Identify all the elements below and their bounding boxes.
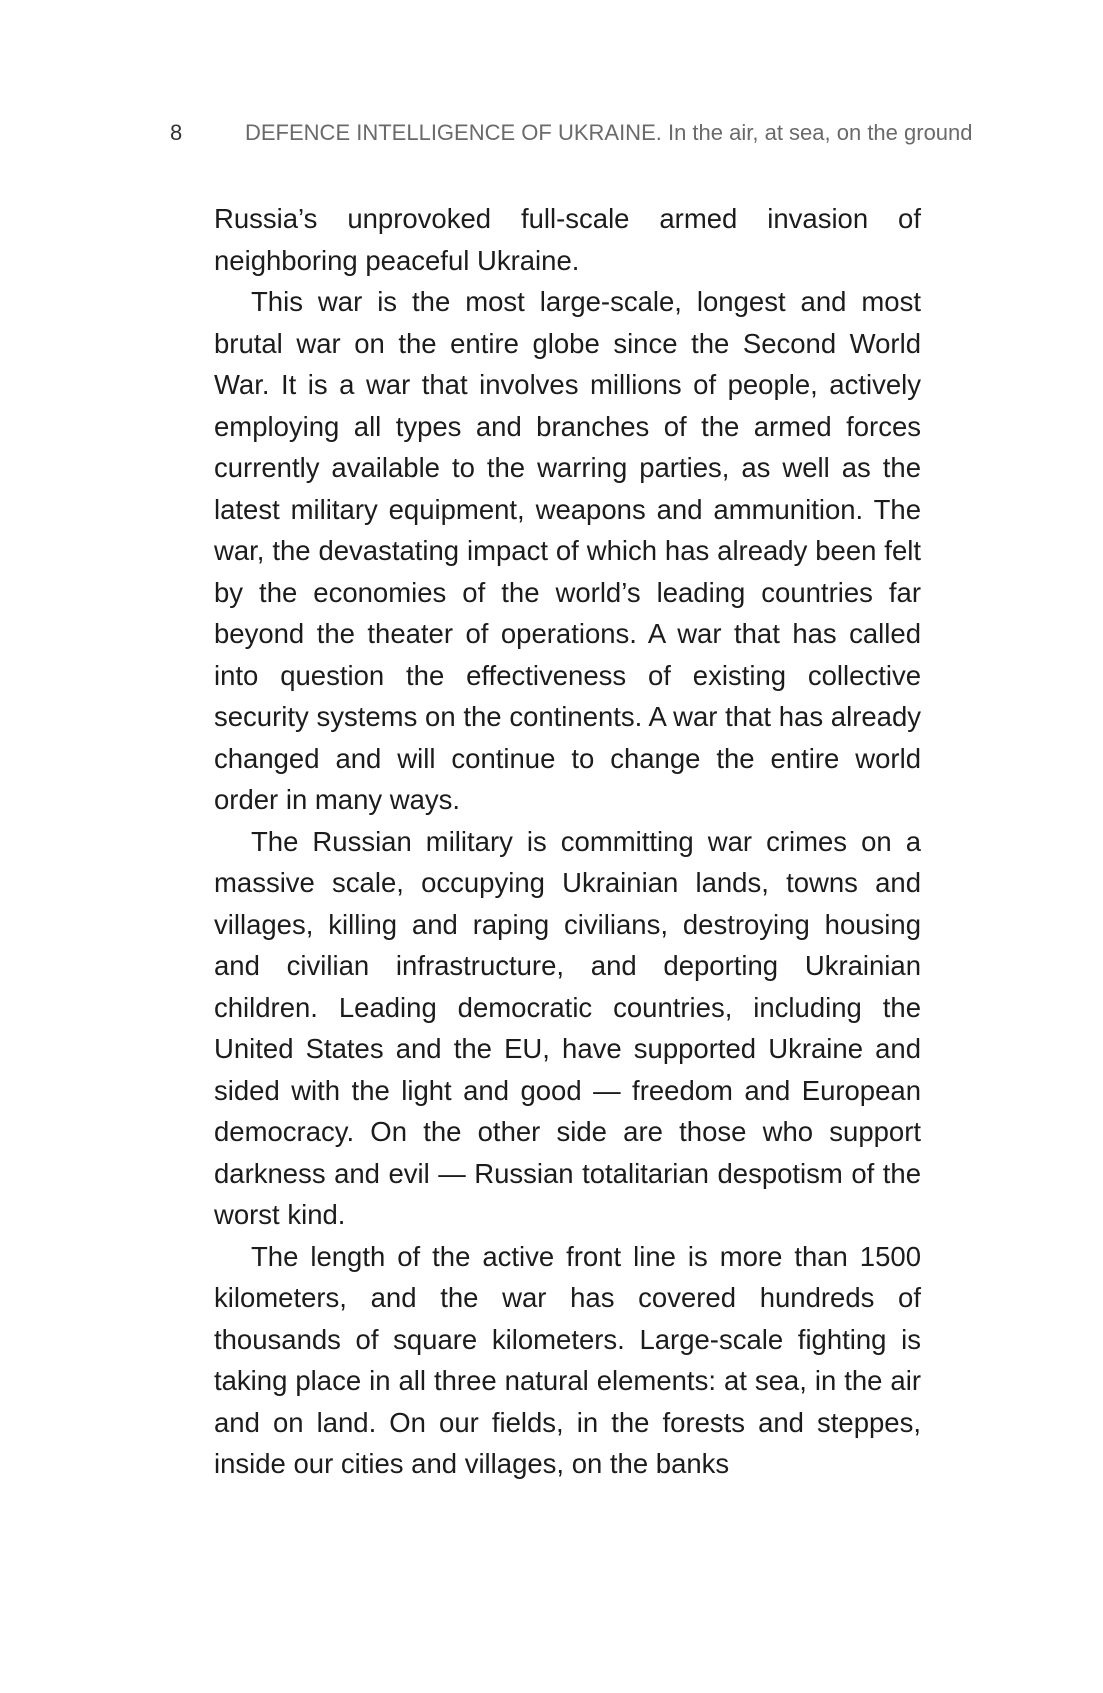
running-title: DEFENCE INTELLIGENCE OF UKRAINE. In the air, at sea, on the ground (245, 120, 973, 145)
paragraph: This war is the most large-scale, longest and most brutal war on the entire globe since the Second World War. It is a war that involves millions of people, actively employing all types and branches of the armed forces currently available to the warring parties, as well as the latest military equipment, weapons and ammunition. The war, the devastating impact of which has already been felt by the economies of the world’s leading countries far beyond the theater of operations. A war that has called into question the effectiveness of existing collective security systems on the continents. A war that has already changed and will continue to change the entire world order in many ways. (214, 286, 921, 815)
running-header (170, 118, 973, 148)
paragraph-continued: Russia’s unprovoked full-scale armed invasion of neighboring peaceful Ukraine. (214, 203, 921, 276)
paragraph: The Russian military is committing war crimes on a massive scale, occupying Ukrainian lands, towns and villages, killing and raping civilians, destroying housing and civilian infrastructure, and deporting Ukrainian children. Leading democratic countries, including the United States and the EU, have supported Ukraine and sided with the light and good — freedom and European democracy. On the other side are those who support darkness and evil — Russian totalitarian despotism of the worst kind. (214, 825, 921, 1230)
body-text (214, 198, 921, 1485)
paragraph: The length of the active front line is more than 1500 kilometers, and the war has covered hundreds of thousands of square kilometers. Large-scale fighting is taking place in all three natural elements: at sea, in the air and on land. On our fields, in the forests and steppes, inside our cities and villages, on the banks (214, 1240, 921, 1479)
page-number: 8 (170, 120, 183, 145)
